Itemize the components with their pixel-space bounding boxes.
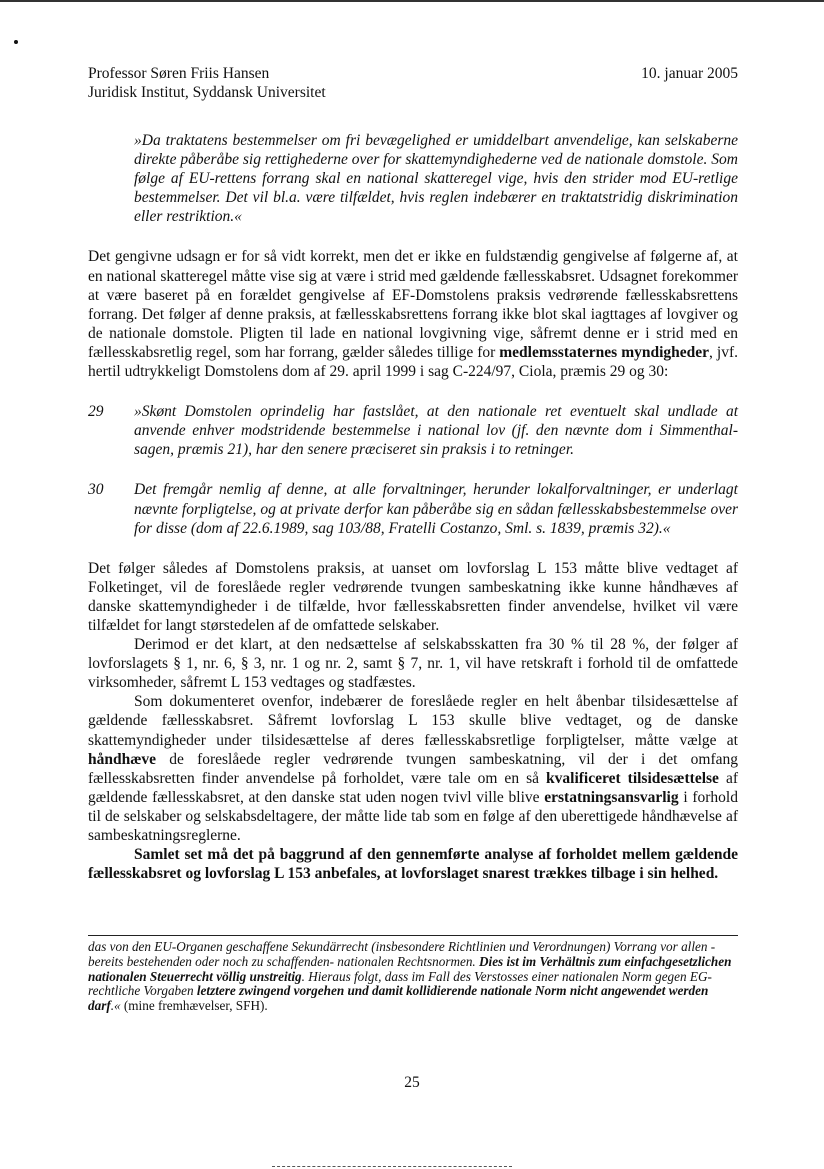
- footnote-text: . Hieraus folgt, dass im Fall des Verstosses einer nationalen Norm gegen EG-rechtliche Vorgaben: [88, 968, 712, 999]
- paragraph-4-bold-qualified: kvalificeret tilsidesættelse: [546, 769, 719, 787]
- paragraph-4-text: af gældende fællesskabsret, at den danske stat uden nogen tvivl ville blive: [88, 769, 738, 806]
- page-header: [88, 64, 738, 102]
- spacer: [88, 538, 738, 559]
- quote-block: »Da traktatens bestemmelser om fri bevægelighed er umiddelbart anvendelige, kan selskaberne direkte påberåbe sig rettighederne over for skattemyndighederne ved de nationale domstole. Som følge af EU-rettens forrang skal en national skatteregel vige, hvis den strider mod EU-retlige bestemmelser. Det vil bl.a. være tilfældet, hvis reglen indebærer en traktatstridig diskrimination eller restriktion.«: [134, 132, 738, 226]
- scan-speck: [14, 40, 18, 44]
- premis-text: Det fremgår nemlig af denne, at alle forvaltninger, herunder lokalforvaltninger, er underlagt nævnte forpligtelse, og at private derfor kan påberåbe sig en sådan fællesskabsbestemmelse over for disse (dom af 22.6.1989, sag 103/88, Fratelli Costanzo, Sml. s. 1839, præmis 32).«: [134, 481, 738, 537]
- spacer: [88, 459, 738, 480]
- paragraph-1-bold: medlemsstaternes myndigheder: [499, 343, 710, 361]
- header-date: 10. januar 2005: [641, 65, 738, 82]
- page-number: 25: [404, 1074, 420, 1091]
- paragraph-1: [88, 247, 738, 381]
- paragraph-3: Derimod er det klart, at den nedsættelse af selskabsskatten fra 30 % til 28 %, der følger af lovforslagets § 1, nr. 6, § 3, nr. 1 og nr. 2, samt § 7, nr. 1, vil have retskraft i forhold til de omfattede virksomheder, såfremt L 153 vedtages og stadfæstes.: [88, 636, 738, 692]
- scan-top-edge: [0, 0, 824, 2]
- premis-number: 30: [88, 481, 104, 499]
- footnote-separator: [88, 935, 738, 936]
- footnote: [88, 940, 738, 1014]
- header-institution: Juridisk Institut, Syddansk Universitet: [88, 84, 326, 101]
- footnote-text: .«: [110, 998, 124, 1014]
- footnote-attribution: (mine fremhævelser, SFH).: [123, 998, 268, 1014]
- premis-text: »Skønt Domstolen oprindelig har fastslået, at den nationale ret eventuelt skal undlade at anvende enhver modstridende bestemmelse i national lov (jf. den nævnte dom i Simmenthal-sagen, præmis 21), har den senere præciseret sin praksis i to retninger.: [134, 403, 738, 459]
- premis-number: 29: [88, 403, 104, 421]
- scan-bottom-edge: [272, 1166, 512, 1167]
- paragraph-4-text: de foreslåede regler vedrørende tvungen sambeskatning, vil der i det omfang fællesskabsretten finder anvendelse på forholdet, være tale om en så: [88, 750, 738, 787]
- paragraph-1-text: Det gengivne udsagn er for så vidt korrekt, men det er ikke en fuldstændig gengivelse af følgerne af, at en national skatteregel måtte vise sig at være i strid med gældende fællesskabsret. Udsagnet forekommer at være baseret på en forældet gengivelse af EF-Domstolens praksis vedrørende fællesskabsrettens forrang. Det følger af denne praksis, at fællesskabsrettens forrang ikke blot skal iagttages af lovgiver og de nationale domstole. Pligten til lade en national lovgivning vige, såfremt denne er i strid med en fællesskabsretlig regel, som har forrang, gælder således tillige for: [88, 248, 738, 361]
- footnote-text: das von den EU-Organen geschaffene Sekundärrecht (insbesondere Richtlinien und Verordnungen) Vorrang vor allen - bereits bestehenden oder noch zu schaffenden- nationalen Rechtsnormen.: [88, 939, 716, 969]
- spacer: [88, 381, 738, 402]
- paragraph-4-text: i forhold til de selskaber og selskabsdeltagere, der måtte lide tab som en følge af den uberettigede håndhævelse af sambeskatningsreglerne.: [88, 788, 738, 844]
- main-body: [88, 131, 738, 883]
- paragraph-2: Det følger således af Domstolens praksis, at uanset om lovforslag L 153 måtte blive vedtaget af Folketinget, vil de foreslåede regler vedrørende tvungen sambeskatning ikke kunne håndhæves af danske skattemyndigheder i de tilfælde, hvor fællesskabsretten finder anvendelse, hvilket vil være tilfældet for langt størstedelen af de omfattede selskaber.: [88, 559, 738, 634]
- paragraph-4-bold-enforce: håndhæve: [88, 750, 157, 768]
- paragraph-4: [88, 692, 738, 845]
- conclusion-paragraph: Samlet set må det på baggrund af den gennemførte analyse af forholdet mellem gældende fællesskabsret og lovforslag L 153 anbefales, at lovforslaget snarest trækkes tilbage i sin helhed.: [88, 846, 738, 883]
- spacer: [88, 226, 738, 247]
- paragraph-1-text-end: , jvf. hertil udtrykkeligt Domstolens dom af 29. april 1999 i sag C-224/97, Ciola, præmis 29 og 30:: [88, 343, 739, 381]
- premis-29: [88, 402, 738, 459]
- paragraph-4-text: Som dokumenteret ovenfor, indebærer de foreslåede regler en helt åbenbar tilsidesættelse af gældende fællesskabsret. Såfremt lovforslag L 153 skulle blive vedtaget, og de danske skattemyndigheder under tilsidesættelse af deres fællesskabsretlige forpligtelser, måtte vælge at: [88, 693, 738, 749]
- premis-30: [88, 480, 738, 537]
- header-author: Professor Søren Friis Hansen: [88, 65, 270, 82]
- footnote-emphasis: Dies ist im Verhältnis zum einfachgesetzlichen nationalen Steuerrecht völlig unstreitig: [88, 953, 732, 984]
- paragraph-4-bold-liable: erstatningsansvarlig: [544, 788, 679, 806]
- footnote-emphasis: letztere zwingend vorgehen und damit kollidierende nationale Norm nicht angewendet werden darf: [88, 983, 709, 1014]
